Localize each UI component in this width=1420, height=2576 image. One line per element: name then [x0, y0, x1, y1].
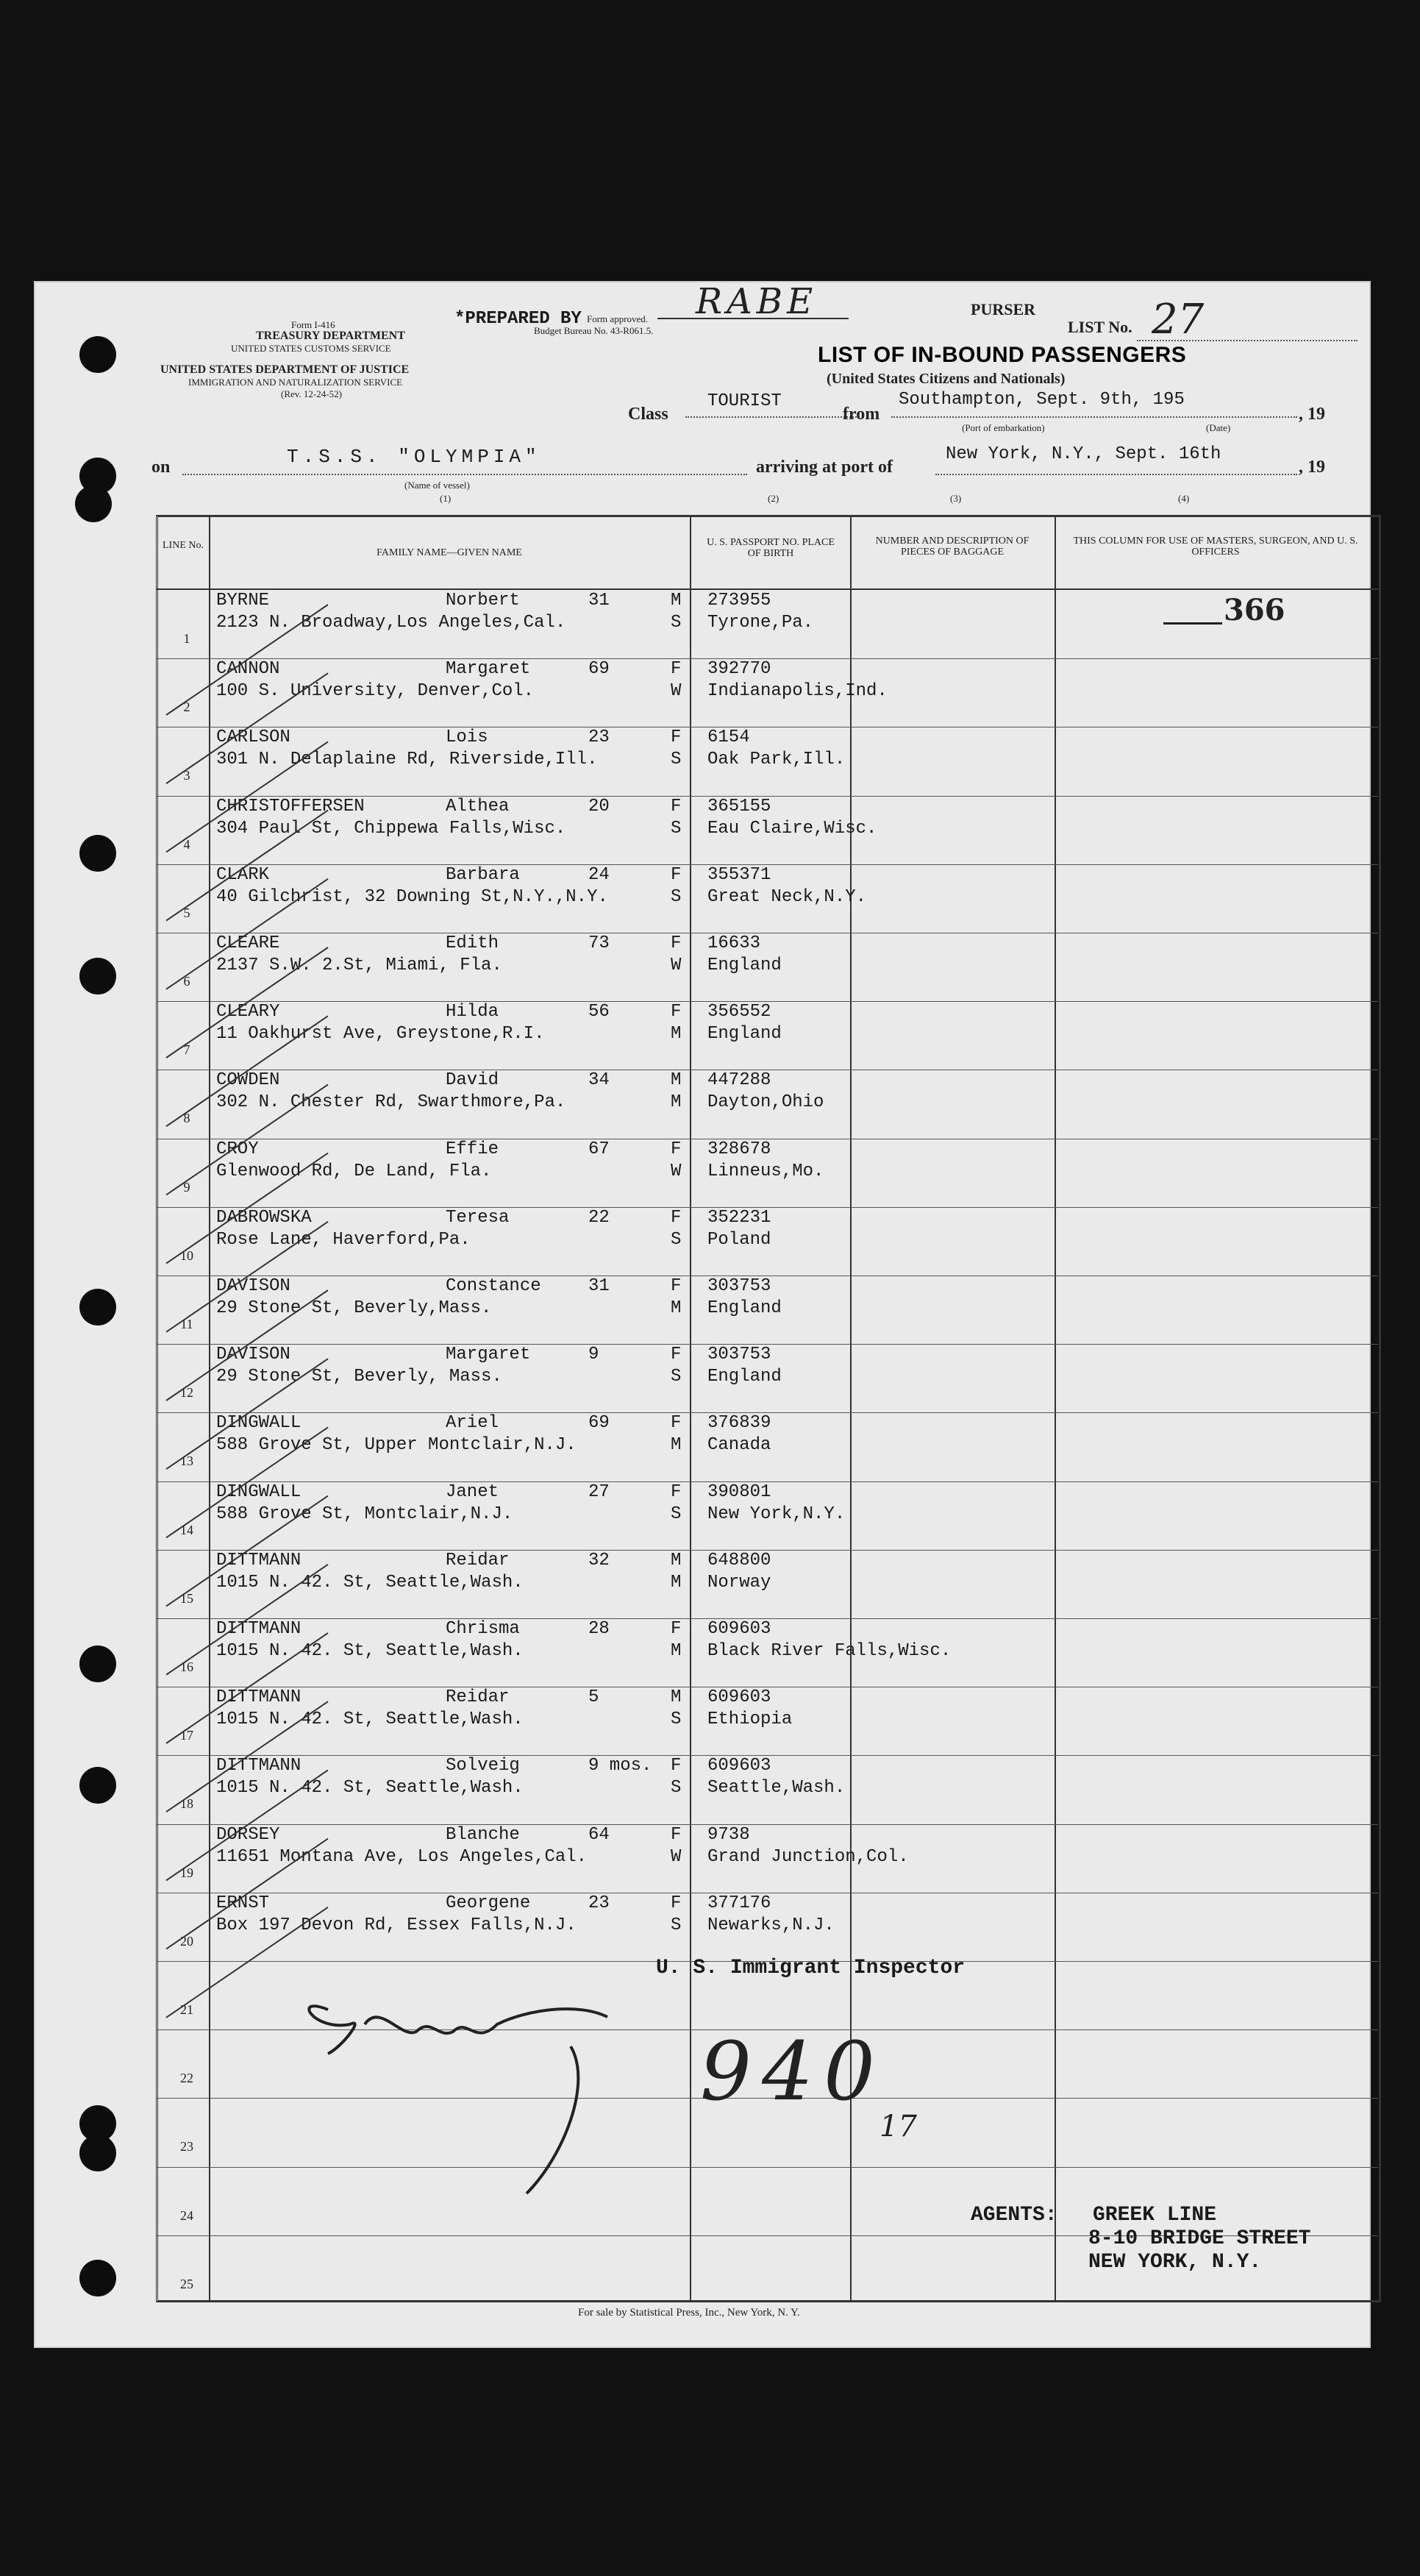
check-mark [166, 811, 328, 921]
line-number: 23 [180, 2139, 193, 2155]
line-number: 22 [180, 2071, 193, 2086]
passport-number: 648800 [707, 1550, 771, 1570]
family-name: DINGWALL [216, 1413, 302, 1434]
date-caption: (Date) [1206, 422, 1231, 433]
arrival-year: , 19 [1299, 458, 1325, 477]
prepared-by-label: *PREPARED BY [454, 309, 582, 329]
handwritten-subcount: 17 [880, 2110, 917, 2143]
passport-number: 16633 [707, 933, 761, 953]
sex: F [671, 1345, 682, 1365]
address: 40 Gilchrist, 32 Downing St,N.Y.,N.Y. [216, 886, 608, 907]
address: 11 Oakhurst Ave, Greystone,R.I. [216, 1024, 545, 1045]
address: 302 N. Chester Rd, Swarthmore,Pa. [216, 1092, 566, 1113]
place-of-birth: Norway [707, 1572, 771, 1593]
sex: F [671, 1207, 682, 1228]
marital-status: M [671, 1092, 682, 1113]
arrival-line [935, 474, 1297, 475]
age: 31 [588, 591, 610, 611]
sex: F [671, 1619, 682, 1639]
punch-hole [79, 835, 116, 872]
header-name: FAMILY NAME—GIVEN NAME [377, 547, 522, 558]
place-of-birth: Dayton,Ohio [707, 1092, 824, 1113]
given-name: Teresa [446, 1207, 510, 1228]
check-mark [166, 673, 328, 783]
address: 29 Stone St, Beverly,Mass. [216, 1298, 492, 1318]
passport-number: 365155 [707, 796, 771, 816]
place-of-birth: Poland [707, 1229, 771, 1250]
sex: M [671, 1687, 682, 1708]
check-mark [166, 1496, 328, 1607]
address: 2137 S.W. 2.St, Miami, Fla. [216, 956, 502, 975]
check-mark [166, 605, 328, 715]
list-number: 27 [1152, 296, 1205, 344]
marital-status: W [671, 1846, 682, 1867]
check-mark [166, 741, 328, 852]
passport-number: 6154 [707, 727, 750, 748]
check-mark [166, 1565, 328, 1675]
given-name: Margaret [446, 659, 531, 680]
marital-status: W [671, 956, 682, 975]
line-number: 18 [180, 1796, 193, 1812]
passport-number: 609603 [707, 1756, 771, 1776]
marital-status: S [671, 613, 682, 633]
sex: F [671, 727, 682, 748]
line-number: 5 [183, 905, 190, 920]
family-name: DAVISON [216, 1276, 290, 1296]
line-number: 4 [183, 836, 190, 852]
punch-hole [79, 1645, 116, 1682]
age: 9 mos. [588, 1756, 652, 1776]
check-marks [137, 575, 357, 2120]
given-name: Margaret [446, 1345, 531, 1365]
list-no-line [1137, 340, 1357, 341]
family-name: BYRNE [216, 591, 270, 611]
place-of-birth: England [707, 1298, 782, 1318]
place-of-birth: Tyrone,Pa. [707, 613, 814, 633]
line-number: 14 [180, 1522, 193, 1537]
age: 20 [588, 796, 610, 816]
column-number-2: (2) [768, 493, 779, 504]
inspector-label: U. S. Immigrant Inspector [656, 1957, 966, 1979]
column-number-1: (1) [440, 493, 452, 504]
inspector-signature [284, 1965, 696, 2208]
family-name: CROY [216, 1139, 259, 1159]
passport-number: 376839 [707, 1413, 771, 1434]
line-number: 8 [183, 1111, 190, 1126]
punch-hole [79, 336, 116, 373]
address: Box 197 Devon Rd, Essex Falls,N.J. [216, 1915, 577, 1935]
marital-status: S [671, 1778, 682, 1798]
check-mark [166, 1427, 328, 1537]
check-mark [166, 1633, 328, 1743]
line-number: 1 [183, 631, 190, 646]
age: 56 [588, 1002, 610, 1022]
family-name: DORSEY [216, 1824, 280, 1845]
check-mark [166, 1839, 328, 1949]
given-name: Edith [446, 933, 499, 953]
check-mark [166, 879, 328, 989]
family-name: DABROWSKA [216, 1207, 312, 1228]
vessel-name: T.S.S. "OLYMPIA" [287, 446, 541, 468]
passport-number: 355371 [707, 864, 771, 885]
place-of-birth: Seattle,Wash. [707, 1778, 846, 1798]
marital-status: S [671, 818, 682, 839]
passport-number: 447288 [707, 1070, 771, 1091]
line-number: 6 [183, 974, 190, 989]
passport-number: 377176 [707, 1893, 771, 1913]
place-of-birth: Black River Falls,Wisc. [707, 1641, 952, 1661]
marital-status: M [671, 1298, 682, 1318]
family-name: DITTMANN [216, 1756, 302, 1776]
address: 1015 N. 42. St, Seattle,Wash. [216, 1572, 524, 1593]
marital-status: W [671, 1161, 682, 1181]
family-name: DITTMANN [216, 1619, 302, 1639]
check-mark [166, 1770, 328, 1880]
vessel-caption: (Name of vessel) [404, 480, 470, 491]
place-of-birth: England [707, 956, 782, 975]
address: 1015 N. 42. St, Seattle,Wash. [216, 1778, 524, 1798]
marital-status: S [671, 886, 682, 907]
line-number: 21 [180, 2002, 193, 2017]
family-name: CLEARY [216, 1002, 280, 1022]
address: 2123 N. Broadway,Los Angeles,Cal. [216, 613, 566, 633]
passport-number: 273955 [707, 591, 771, 611]
age: 69 [588, 1413, 610, 1434]
given-name: Effie [446, 1139, 499, 1159]
family-name: DITTMANN [216, 1687, 302, 1708]
passport-number: 352231 [707, 1207, 771, 1228]
place-of-birth: England [707, 1024, 782, 1045]
punch-hole [79, 2135, 116, 2171]
place-of-birth: Canada [707, 1435, 771, 1456]
line-number: 2 [183, 700, 190, 715]
header-baggage: NUMBER AND DESCRIPTION OF PIECES OF BAGGAGE [875, 536, 1030, 558]
column-rule [1055, 515, 1056, 2301]
place-of-birth: England [707, 1367, 782, 1387]
sex: F [671, 933, 682, 953]
family-name: COWDEN [216, 1070, 280, 1091]
marital-status: S [671, 750, 682, 770]
given-name: Althea [446, 796, 510, 816]
given-name: David [446, 1070, 499, 1091]
agents-label: AGENTS: [971, 2204, 1057, 2227]
from-label: from [843, 405, 880, 424]
form-number: Form I-416 [291, 319, 335, 330]
line-number: 16 [180, 1659, 193, 1674]
page-subtitle: (United States Citizens and Nationals) [827, 371, 1066, 387]
check-mark [166, 1016, 328, 1126]
address: 29 Stone St, Beverly, Mass. [216, 1367, 502, 1387]
age: 64 [588, 1824, 610, 1845]
agents-line-3: NEW YORK, N.Y. [1088, 2251, 1262, 2274]
preparer-signature: RABE [696, 281, 818, 322]
agents-line-1: GREEK LINE [1093, 2204, 1217, 2227]
marital-status: W [671, 681, 682, 702]
age: 28 [588, 1619, 610, 1639]
marital-status: M [671, 1435, 682, 1456]
check-mark [166, 1701, 328, 1812]
marital-status: S [671, 1915, 682, 1935]
line-number: 11 [180, 1317, 193, 1331]
given-name: Reidar [446, 1550, 510, 1570]
place-of-birth: Great Neck,N.Y. [707, 886, 867, 907]
passport-number: 328678 [707, 1139, 771, 1159]
port-embarkation-caption: (Port of embarkation) [962, 422, 1045, 433]
page-title: LIST OF IN-BOUND PASSENGERS [818, 343, 1187, 367]
justice-dept: UNITED STATES DEPARTMENT OF JUSTICE [160, 363, 410, 376]
line-number: 3 [183, 768, 190, 783]
arriving-label: arriving at port of [756, 458, 893, 477]
address: 301 N. Delaplaine Rd, Riverside,Ill. [216, 750, 598, 770]
given-name: Lois [446, 727, 488, 748]
given-name: Solveig [446, 1756, 520, 1776]
embarkation-value: Southampton, Sept. 9th, 195 [899, 390, 1185, 410]
header-line-no: LINE No. [163, 540, 204, 551]
given-name: Barbara [446, 864, 520, 885]
treasury-dept: TREASURY DEPARTMENT [256, 330, 405, 342]
sex: F [671, 1481, 682, 1502]
age: 32 [588, 1550, 610, 1570]
given-name: Blanche [446, 1824, 520, 1845]
check-mark [166, 1153, 328, 1264]
from-year: , 19 [1299, 405, 1325, 424]
address: 304 Paul St, Chippewa Falls,Wisc. [216, 818, 566, 839]
line-number: 15 [180, 1590, 193, 1606]
vessel-line [182, 474, 747, 475]
on-label: on [151, 458, 171, 477]
manifest-page [34, 281, 1371, 2348]
given-name: Constance [446, 1276, 541, 1296]
sex: F [671, 1824, 682, 1845]
family-name: DITTMANN [216, 1550, 302, 1570]
passport-number: 303753 [707, 1276, 771, 1296]
given-name: Chrisma [446, 1619, 520, 1639]
age: 27 [588, 1481, 610, 1502]
place-of-birth: Eau Claire,Wisc. [707, 818, 877, 839]
sex: F [671, 796, 682, 816]
line-number: 19 [180, 1865, 193, 1880]
family-name: DAVISON [216, 1345, 290, 1365]
officer-note-dash [1163, 622, 1222, 625]
punch-hole [79, 1289, 116, 1326]
family-name: CANNON [216, 659, 280, 680]
line-number: 24 [180, 2207, 193, 2223]
given-name: Janet [446, 1481, 499, 1502]
sex: M [671, 1070, 682, 1091]
family-name: CLARK [216, 864, 270, 885]
given-name: Norbert [446, 591, 520, 611]
age: 23 [588, 727, 610, 748]
marital-status: S [671, 1504, 682, 1524]
class-value: TOURIST [707, 391, 782, 411]
marital-status: S [671, 1367, 682, 1387]
family-name: CHRISTOFFERSEN [216, 796, 365, 816]
punch-hole [79, 2260, 116, 2296]
given-name: Georgene [446, 1893, 531, 1913]
purser-label: PURSER [971, 300, 1036, 319]
arrival-value: New York, N.Y., Sept. 16th [946, 444, 1221, 464]
place-of-birth: New York,N.Y. [707, 1504, 846, 1524]
sex: F [671, 1413, 682, 1434]
column-number-4: (4) [1178, 493, 1190, 504]
sex: M [671, 1550, 682, 1570]
age: 5 [588, 1687, 599, 1708]
age: 31 [588, 1276, 610, 1296]
marital-status: M [671, 1572, 682, 1593]
marital-status: S [671, 1709, 682, 1730]
age: 69 [588, 659, 610, 680]
check-mark [166, 1222, 328, 1332]
age: 73 [588, 933, 610, 953]
passport-number: 303753 [707, 1345, 771, 1365]
family-name: ERNST [216, 1893, 270, 1913]
line-number: 20 [180, 1933, 193, 1949]
sex: F [671, 1139, 682, 1159]
check-mark [166, 1290, 328, 1401]
from-line [891, 416, 1297, 418]
line-number: 10 [180, 1248, 193, 1263]
sex: F [671, 659, 682, 680]
check-mark [166, 1084, 328, 1195]
sex: F [671, 1002, 682, 1022]
age: 24 [588, 864, 610, 885]
sex: F [671, 864, 682, 885]
age: 9 [588, 1345, 599, 1365]
customs-service: UNITED STATES CUSTOMS SERVICE [231, 343, 391, 354]
place-of-birth: Ethiopia [707, 1709, 793, 1730]
printer-footer: For sale by Statistical Press, Inc., New York, N. Y. [578, 2307, 800, 2319]
marital-status: M [671, 1641, 682, 1661]
line-number: 9 [183, 1179, 190, 1195]
address: 1015 N. 42. St, Seattle,Wash. [216, 1709, 524, 1730]
family-name: CARLSON [216, 727, 290, 748]
class-line [685, 416, 859, 418]
passport-number: 9738 [707, 1824, 750, 1845]
header-officers: THIS COLUMN FOR USE OF MASTERS, SURGEON, AND U. S. OFFICERS [1073, 536, 1358, 558]
ins-service: IMMIGRATION AND NATURALIZATION SERVICE [188, 377, 403, 388]
marital-status: M [671, 1024, 682, 1045]
place-of-birth: Newarks,N.J. [707, 1915, 835, 1935]
passport-number: 609603 [707, 1687, 771, 1708]
sex: M [671, 591, 682, 611]
line-number: 17 [180, 1728, 193, 1743]
family-name: CLEARE [216, 933, 280, 953]
class-label: Class [628, 405, 668, 424]
budget-bureau: Budget Bureau No. 43-R061.5. [534, 325, 654, 336]
handwritten-count: 940 [700, 2024, 885, 2118]
revision-date: (Rev. 12-24-52) [281, 388, 342, 399]
sex: F [671, 1893, 682, 1913]
sex: F [671, 1756, 682, 1776]
officer-note: 366 [1224, 593, 1285, 627]
agents-line-2: 8-10 BRIDGE STREET [1088, 2227, 1311, 2250]
age: 34 [588, 1070, 610, 1091]
punch-hole [75, 485, 112, 522]
address: 588 Grove St, Montclair,N.J. [216, 1504, 513, 1524]
place-of-birth: Indianapolis,Ind. [707, 681, 888, 702]
punch-hole [79, 1767, 116, 1804]
passport-number: 609603 [707, 1619, 771, 1639]
passport-number: 390801 [707, 1481, 771, 1502]
line-number: 7 [183, 1042, 190, 1058]
passport-number: 392770 [707, 659, 771, 680]
check-mark [166, 1359, 328, 1469]
passport-number: 356552 [707, 1002, 771, 1022]
place-of-birth: Oak Park,Ill. [707, 750, 846, 770]
form-approved: Form approved. [587, 313, 649, 324]
marital-status: S [671, 1229, 682, 1250]
sex: F [671, 1276, 682, 1296]
prepared-by-line [657, 318, 849, 319]
punch-hole [79, 958, 116, 995]
family-name: DINGWALL [216, 1481, 302, 1502]
address: 11651 Montana Ave, Los Angeles,Cal. [216, 1846, 588, 1867]
column-number-3: (3) [950, 493, 962, 504]
address: 588 Grove St, Upper Montclair,N.J. [216, 1435, 577, 1456]
address: 100 S. University, Denver,Col. [216, 681, 535, 702]
list-no-label: LIST No. [1068, 318, 1132, 336]
place-of-birth: Grand Junction,Col. [707, 1846, 909, 1867]
header-passport: U. S. PASSPORT NO. PLACE OF BIRTH [707, 537, 835, 559]
age: 23 [588, 1893, 610, 1913]
line-number: 25 [180, 2276, 193, 2291]
age: 67 [588, 1139, 610, 1159]
line-number: 12 [180, 1385, 193, 1401]
given-name: Reidar [446, 1687, 510, 1708]
line-number: 13 [180, 1454, 193, 1469]
address: Rose Lane, Haverford,Pa. [216, 1229, 471, 1250]
place-of-birth: Linneus,Mo. [707, 1161, 824, 1181]
address: 1015 N. 42. St, Seattle,Wash. [216, 1641, 524, 1661]
check-mark [166, 947, 328, 1058]
age: 22 [588, 1207, 610, 1228]
given-name: Hilda [446, 1002, 499, 1022]
address: Glenwood Rd, De Land, Fla. [216, 1161, 492, 1181]
given-name: Ariel [446, 1413, 499, 1434]
